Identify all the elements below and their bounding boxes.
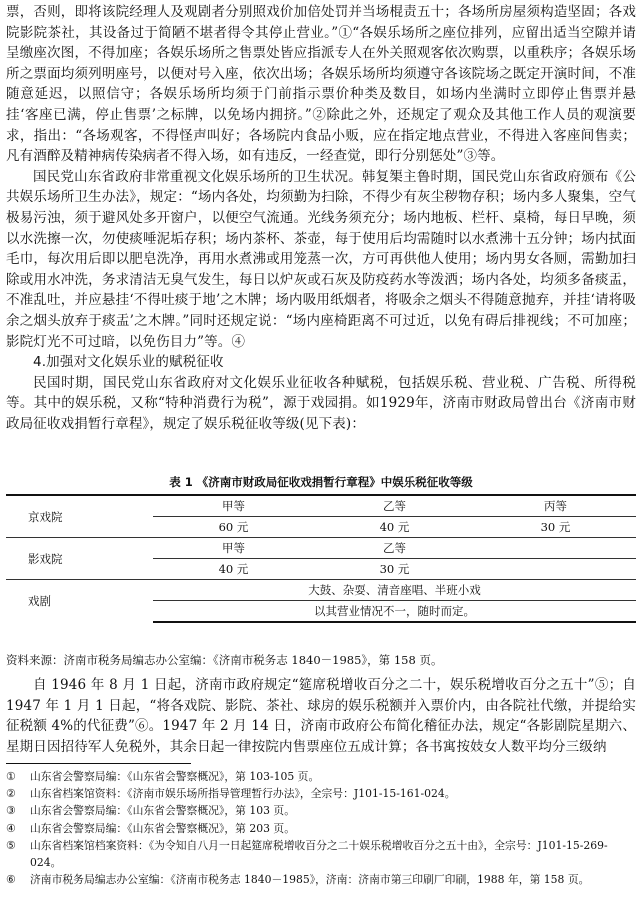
table-cell: 乙等 [314, 495, 475, 517]
footnote-item [6, 820, 636, 837]
footnote-text: 济南市税务局编志办公室编：《济南市税务志 1840－1985》，济南：济南市第三印刷厂印刷，1988 年，第 158 页。 [30, 873, 590, 887]
table-cell: 40 元 [314, 517, 475, 538]
table-cell: 40 元 [153, 559, 314, 580]
table-cell: 30 元 [475, 517, 636, 538]
footnote-mark: ④ [6, 821, 16, 835]
section-heading: 4.加强对文化娱乐业的赋税征收 [33, 354, 224, 371]
body-text-top [6, 2, 636, 434]
table-cell: 大鼓、杂耍、清音座唱、半班小戏 [153, 580, 636, 601]
table-cell: 乙等 [314, 538, 475, 559]
paragraph-regulations: 票，否则，即将该院经理人及观剧者分别照戏价加倍处罚并当场棍责五十；各场所房屋须构造坚固；各戏院影院茶社，其设备过于简陋不堪者得令其停止营业。”①“各娱乐场所之座位排列，应留出适当空隙并请呈缴座次图，不得加座；各娱乐场所之售票处皆应指派专人在外关照观客依次购票，以重秩序；各娱乐场所之票面均须列明座号，以便对号入座，依次出场；各娱乐场所均须遵守各该院场之既定开演时间，不准随意延迟，以照信守；各娱乐场所均须于门前指示票价种类及数目，如场内坐满时立即停止售票并悬挂‘客座已满，停止售票’之标牌，以免场内拥挤。”②除此之外，还规定了观众及其他工作人员的观演要求，指出：“各场观客，不得怪声叫好；各场院内食品小贩，应在指定地点营业，不得进入客座间售卖；凡有酒醉及精神病传染病者不得入场，如有违反，一经查觉，即行分别惩处”③等。 [6, 4, 636, 165]
footnote-text: 山东省会警察局编：《山东省会警察概况》，第 203 页。 [30, 821, 295, 835]
table-cell-empty [475, 538, 636, 559]
row-label-jingxi: 京戏院 [6, 495, 153, 538]
tax-table-block [6, 474, 636, 623]
footnote-mark: ② [6, 787, 16, 801]
table-cell: 30 元 [314, 559, 475, 580]
table-cell: 甲等 [153, 538, 314, 559]
table-cell: 60 元 [153, 517, 314, 538]
footnote-item [6, 871, 636, 888]
paragraph-tax-increase: 自 1946 年 8 月 1 日起，济南市政府规定“筵席税增收百分之二十，娱乐税增收百分之五十”⑤；自 1947 年 1 月 1 日起，“将各戏院、影院、茶社、球房的娱乐税额并入票价内，由各院社代缴，并提给实征税额 4%的代征费”⑥。1947 年 2 月 14 日，济南市政府公布简化稽征办法，规定“各影剧院星期六、星期日因招待军人免税外，其余日起一律按院内售票座位五成计算；各书寓按妓女人数平均分三级纳 [6, 677, 636, 755]
footnote-text: 山东省档案馆资料：《济南市娱乐场所指导管理暂行办法》，全宗号：J101-15-161-024。 [30, 787, 456, 801]
table-row [6, 495, 636, 517]
footnote-item [6, 837, 636, 871]
footnote-text: 山东省会警察局编：《山东省会警察概况》，第 103-105 页。 [30, 770, 320, 783]
footnote-mark: ③ [6, 804, 16, 818]
table-row [6, 580, 636, 601]
footnote-mark: ⑥ [6, 873, 16, 887]
footnotes [6, 768, 636, 888]
table-title: 表 1 《济南市财政局征收戏捐暂行章程》中娱乐税征收等级 [169, 475, 473, 489]
footnote-mark: ① [6, 770, 16, 783]
footnote-text: 山东省会警察局编：《山东省会警察概况》，第 103 页。 [30, 804, 295, 818]
body-text-bottom [6, 675, 636, 757]
source-note: 资料来源：济南市税务局编志办公室编：《济南市税务志 1840－1985》，第 158 页。 [6, 653, 443, 667]
paragraph-hygiene: 国民党山东省政府非常重视文化娱乐场所的卫生状况。韩复榘主鲁时期，国民党山东省政府颁布《公共娱乐场所卫生办法》，规定：“场内各处，均须勤为扫除，不得少有灰尘秽物存积；场内多人聚集，空气极易污浊，须于避风处多开窗户，以便空气流通。光线务须充分；场内地板、栏杆、桌椅，每日早晚，须以水洗擦一次，勿使痰唾泥垢存积；场内茶杯、茶壶，每于使用后均需随时以水煮沸十五分钟；场内拭面毛巾，每次用后即以肥皂洗净，再用水煮沸或用笼蒸一次，方可再供他人使用；场内男女各厕，需勤加扫除或用水冲洗，务求清洁无臭气发生，每日以炉灰或石灰及防疫药水等泼洒；场内各处，均须多备痰盂，不准乱吐，并应悬挂‘不得吐痰于地’之木牌；场内吸用纸烟者，将吸余之烟头不得随意抛弃，并挂‘请将吸余之烟头放弃于痰盂’之木牌。”同时还规定说：“场内座椅距离不可过近，以免有碍后排视线；不可加座；影院灯光不可过暗，以免伤目力”等。④ [6, 168, 636, 350]
table-row [6, 538, 636, 559]
table-cell: 以其营业情况不一，随时而定。 [153, 601, 636, 623]
table-cell: 丙等 [475, 495, 636, 517]
row-label-xiju: 戏剧 [6, 580, 153, 623]
footnote-item [6, 802, 636, 819]
tax-table [6, 494, 636, 623]
footnote-item [6, 768, 636, 785]
table-cell: 甲等 [153, 495, 314, 517]
paragraph-tax: 民国时期，国民党山东省政府对文化娱乐业征收各种赋税，包括娱乐税、营业税、广告税、所得税等。其中的娱乐税，又称“特种消费行为税”，源于戏园捐。如1929年，济南市财政局曾出台《济南市财政局征收戏捐暂行章程》，规定了娱乐税征收等级(见下表)： [6, 374, 636, 432]
footnote-item [6, 785, 636, 802]
row-label-yingxi: 影戏院 [6, 538, 153, 580]
footnote-divider [6, 763, 191, 764]
footnote-text: 山东省档案馆档案资料：《为令知自八月一日起筵席税增收百分之二十娱乐税增收百分之五十由》，全宗号：J101-15-269-024。 [30, 838, 608, 870]
table-cell-empty [475, 559, 636, 580]
footnote-mark: ⑤ [6, 838, 16, 852]
